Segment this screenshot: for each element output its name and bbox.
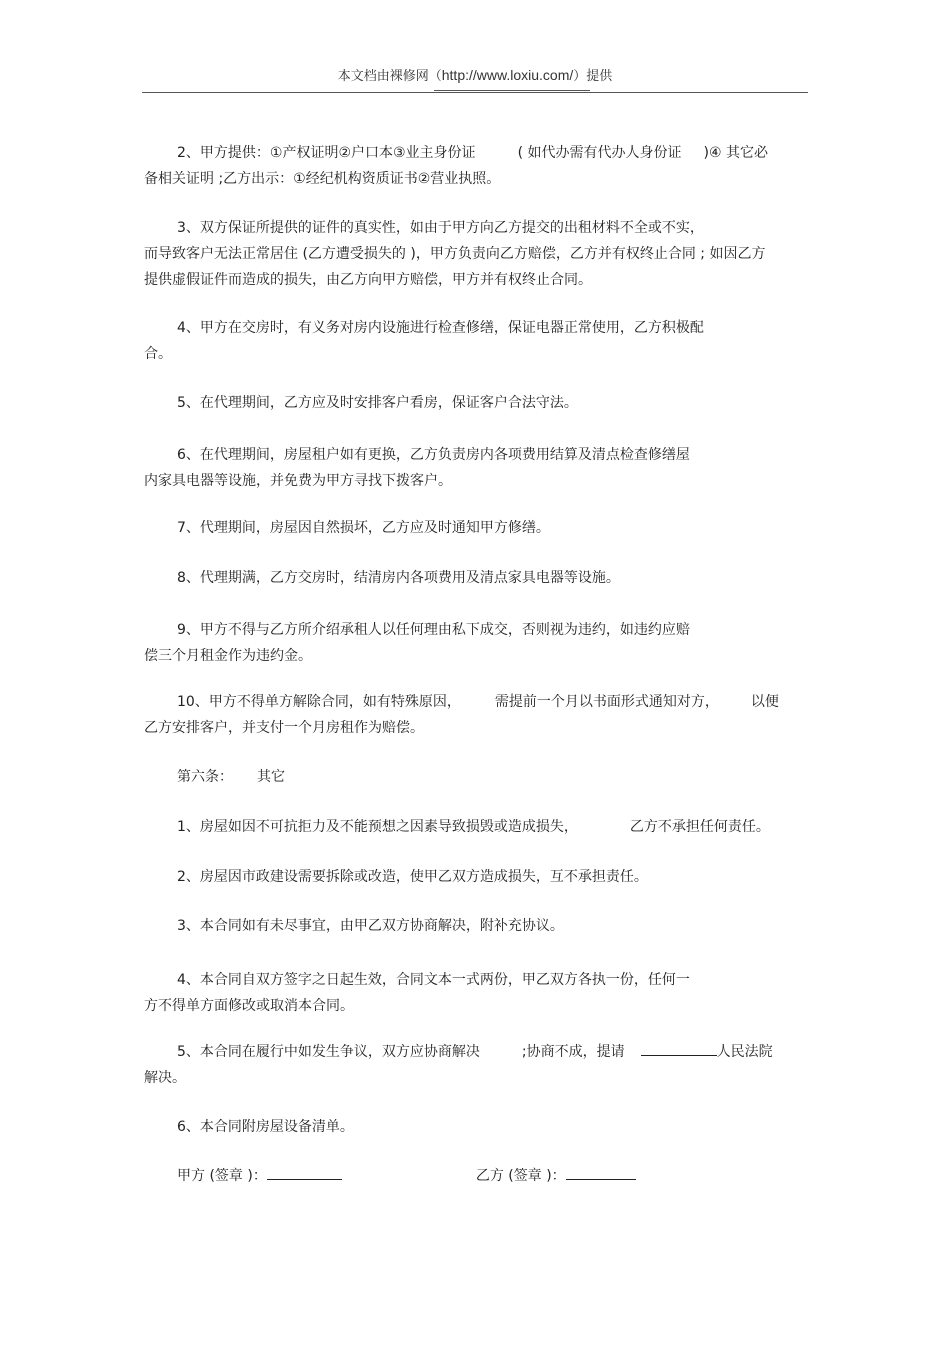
- clause-3: [144, 215, 804, 293]
- clause-text: 解决。: [144, 1070, 186, 1086]
- header-rule-accent: [434, 90, 590, 91]
- clause-8: [144, 565, 804, 591]
- clause-10: [144, 689, 804, 741]
- clause-text: 7、代理期间，房屋因自然损坏，乙方应及时通知甲方修缮。: [177, 520, 550, 536]
- clause-text: 10、甲方不得单方解除合同，如有特殊原因，: [177, 694, 461, 710]
- source-link[interactable]: http://www.loxiu.com/: [441, 67, 574, 83]
- clause-4: [144, 315, 804, 367]
- clause-text: 5、本合同在履行中如发生争议，双方应协商解决: [177, 1044, 480, 1060]
- clause-text: 需提前一个月以书面形式通知对方，: [494, 694, 719, 710]
- header-prefix: 本文档由裸修网（: [337, 69, 442, 84]
- clause-text: 2、房屋因市政建设需要拆除或改造，使甲乙双方造成损失，互不承担责任。: [177, 869, 648, 885]
- party-b-signature-blank[interactable]: [566, 1164, 636, 1180]
- clause-text: 乙方不承担任何责任。: [629, 819, 770, 835]
- clause-text: 方不得单方面修改或取消本合同。: [144, 998, 354, 1014]
- clause-9: [144, 617, 804, 669]
- clause-text: 9、甲方不得与乙方所介绍承租人以任何理由私下成交，否则视为违约，如违约应赔: [177, 622, 690, 638]
- clause-text: ( 如代办需有代办人身份证: [517, 145, 682, 161]
- clause-5: [144, 390, 804, 416]
- clause-6: [144, 442, 804, 494]
- article-title: 其它: [257, 769, 285, 785]
- clause-7: [144, 515, 804, 541]
- article-6-item-4: [144, 967, 804, 1019]
- clause-text: 5、在代理期间，乙方应及时安排客户看房，保证客户合法守法。: [177, 395, 578, 411]
- clause-text: 3、双方保证所提供的证件的真实性，如由于甲方向乙方提交的出租材料不全或不实，: [177, 220, 704, 236]
- party-b-label: 乙方 (签章 )：: [475, 1168, 566, 1184]
- article-6-heading: [144, 764, 804, 790]
- clause-text: 备相关证明 ;乙方出示：①经纪机构资质证书②营业执照。: [144, 171, 501, 187]
- article-6-item-3: [144, 913, 804, 939]
- header-suffix: ）提供: [573, 69, 613, 84]
- clause-text: 6、在代理期间，房屋租户如有更换，乙方负责房内各项费用结算及清点检查修缮屋: [177, 447, 690, 463]
- signature-line: [144, 1163, 804, 1189]
- clause-text: 内家具电器等设施，并免费为甲方寻找下拨客户。: [144, 473, 452, 489]
- header-rule: [142, 92, 808, 93]
- clause-text: 而导致客户无法正常居住 (乙方遭受损失的 )，甲方负责向乙方赔偿，乙方并有权终止合同 ; 如因乙方: [144, 246, 766, 262]
- clause-text: 乙方安排客户，并支付一个月房租作为赔偿。: [144, 720, 424, 736]
- article-6-item-2: [144, 864, 804, 890]
- article-6-item-1: [144, 814, 804, 840]
- court-name-blank[interactable]: [641, 1040, 717, 1056]
- clause-text: 1、房屋如因不可抗拒力及不能预想之因素导致损毁或造成损失，: [177, 819, 578, 835]
- party-a-signature-blank[interactable]: [267, 1164, 342, 1180]
- page-header: [0, 66, 950, 86]
- clause-text: )④ 其它必: [703, 145, 768, 161]
- article-number: 第六条：: [177, 769, 233, 785]
- party-a-label: 甲方 (签章 )：: [177, 1168, 267, 1184]
- clause-text: 3、本合同如有未尽事宜，由甲乙双方协商解决，附补充协议。: [177, 918, 564, 934]
- article-6-item-5: [144, 1039, 804, 1091]
- clause-text: 6、本合同附房屋设备清单。: [177, 1119, 354, 1135]
- clause-text: 合。: [144, 346, 172, 362]
- clause-text: 偿三个月租金作为违约金。: [144, 648, 312, 664]
- clause-text: 人民法院: [716, 1044, 773, 1060]
- clause-text: 2、甲方提供：①产权证明②户口本③业主身份证: [177, 145, 476, 161]
- clause-2: [144, 140, 804, 192]
- clause-text: 4、本合同自双方签字之日起生效，合同文本一式两份，甲乙双方各执一份，任何一: [177, 972, 690, 988]
- article-6-item-6: [144, 1114, 804, 1140]
- clause-text: 4、甲方在交房时，有义务对房内设施进行检查修缮，保证电器正常使用，乙方积极配: [177, 320, 704, 336]
- clause-text: 以便: [750, 694, 779, 710]
- clause-text: 提供虚假证件而造成的损失，由乙方向甲方赔偿，甲方并有权终止合同。: [144, 272, 592, 288]
- clause-text: 8、代理期满，乙方交房时，结清房内各项费用及清点家具电器等设施。: [177, 570, 620, 586]
- clause-text: ;协商不成，提请: [521, 1044, 625, 1060]
